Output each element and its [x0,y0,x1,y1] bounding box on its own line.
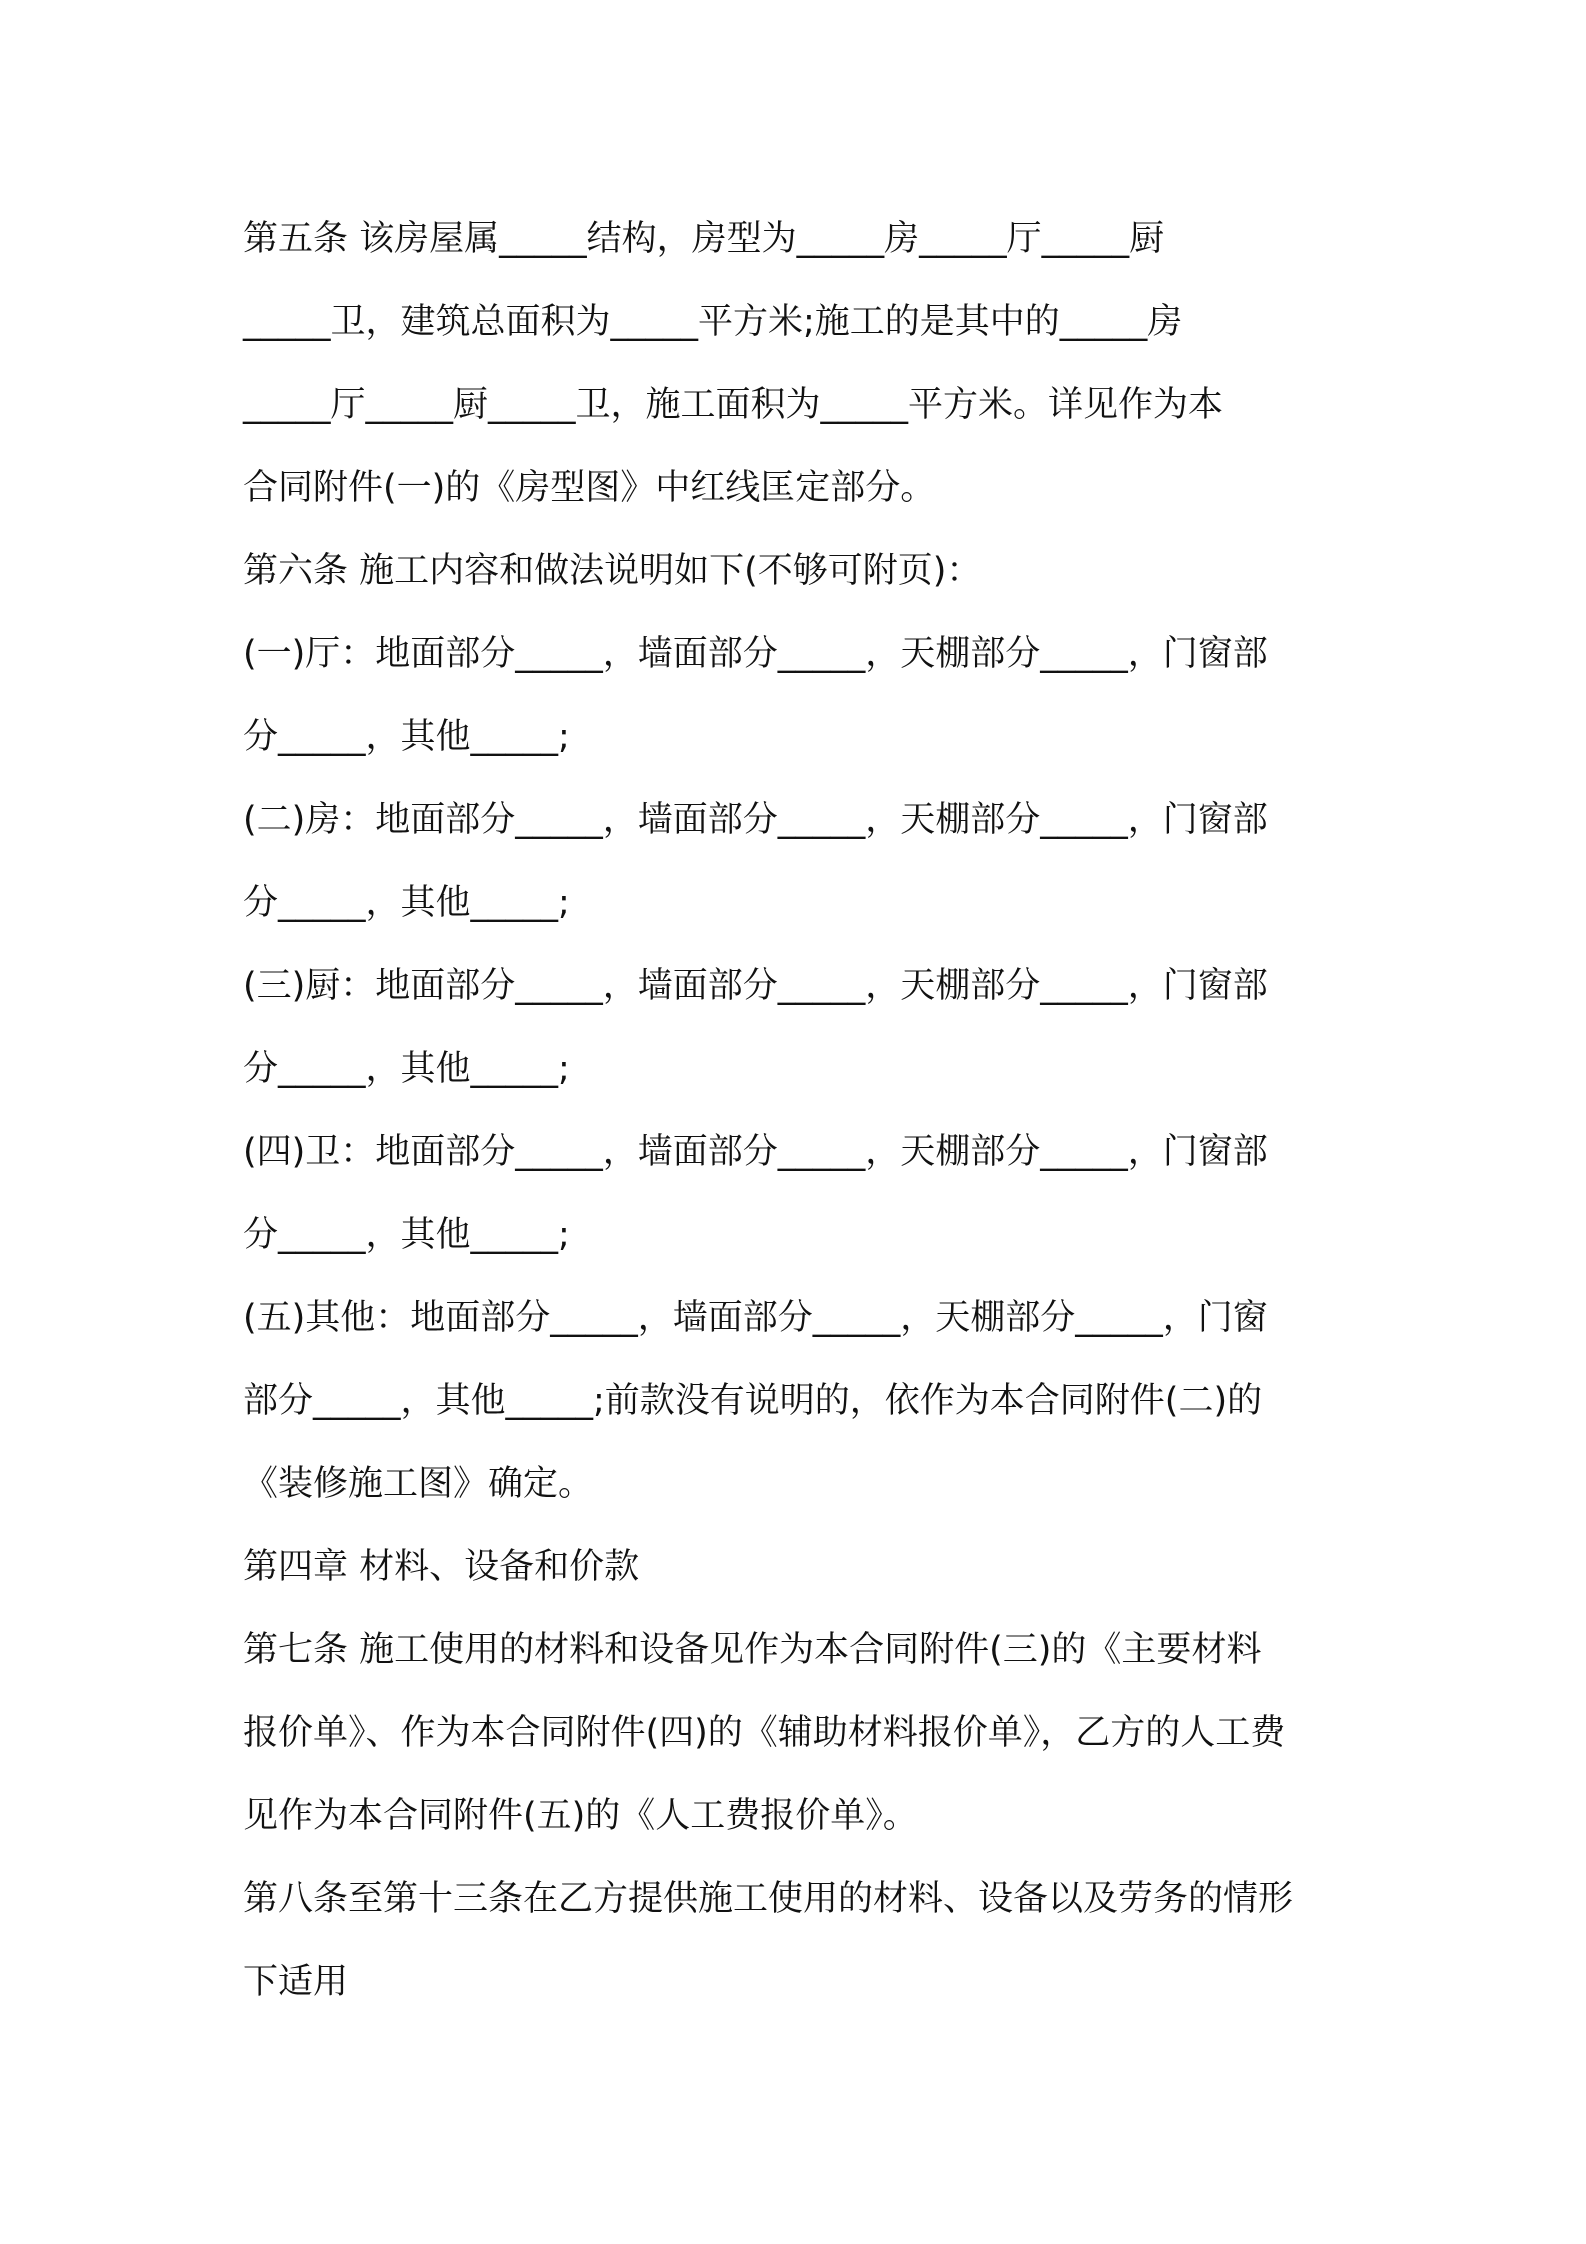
text-line: _____厅_____厨_____卫，施工面积为_____平方米。详见作为本 [243,385,1224,425]
text-line: 见作为本合同附件(五)的《人工费报价单》。 [243,1796,918,1836]
text-line: (三)厨：地面部分_____，墙面部分_____，天棚部分_____，门窗部 [243,966,1268,1006]
item-other-paragraph [243,1277,1363,1526]
text-line: 第六条 施工内容和做法说明如下(不够可附页)： [243,551,982,591]
text-line: 分_____，其他_____; [243,1049,570,1089]
chapter-4-heading [243,1526,1363,1609]
text-line: 报价单》、作为本合同附件(四)的《辅助材料报价单》，乙方的人工费 [243,1713,1286,1753]
item-hall-paragraph [243,613,1363,779]
text-line: (五)其他：地面部分_____，墙面部分_____，天棚部分_____，门窗 [243,1298,1268,1338]
article-6-paragraph [243,530,1363,613]
text-line: (四)卫：地面部分_____，墙面部分_____，天棚部分_____，门窗部 [243,1132,1268,1172]
item-bath-paragraph [243,1111,1363,1277]
text-line: 合同附件(一)的《房型图》中红线匡定部分。 [243,468,936,508]
text-line: 《装修施工图》确定。 [243,1464,594,1504]
text-line: 部分_____，其他_____;前款没有说明的，依作为本合同附件(二)的 [243,1381,1263,1421]
text-line: 分_____，其他_____; [243,717,570,757]
articles-8-13-paragraph [243,1858,1363,2024]
text-line: 下适用 [243,1962,349,2002]
text-line: 第七条 施工使用的材料和设备见作为本合同附件(三)的《主要材料 [243,1630,1262,1670]
item-room-paragraph [243,779,1363,945]
text-line: _____卫，建筑总面积为_____平方米;施工的是其中的_____房 [243,302,1183,342]
document-page [243,198,1363,2024]
text-line: (一)厅：地面部分_____，墙面部分_____，天棚部分_____，门窗部 [243,634,1268,674]
text-line: 第四章 材料、设备和价款 [243,1547,640,1587]
article-7-paragraph [243,1609,1363,1858]
item-kitchen-paragraph [243,945,1363,1111]
text-line: 第五条 该房屋属_____结构，房型为_____房_____厅_____厨 [243,219,1165,259]
text-line: 第八条至第十三条在乙方提供施工使用的材料、设备以及劳务的情形 [243,1879,1294,1919]
text-line: 分_____，其他_____; [243,883,570,923]
text-line: 分_____，其他_____; [243,1215,570,1255]
article-5-paragraph [243,198,1363,530]
text-line: (二)房：地面部分_____，墙面部分_____，天棚部分_____，门窗部 [243,800,1268,840]
